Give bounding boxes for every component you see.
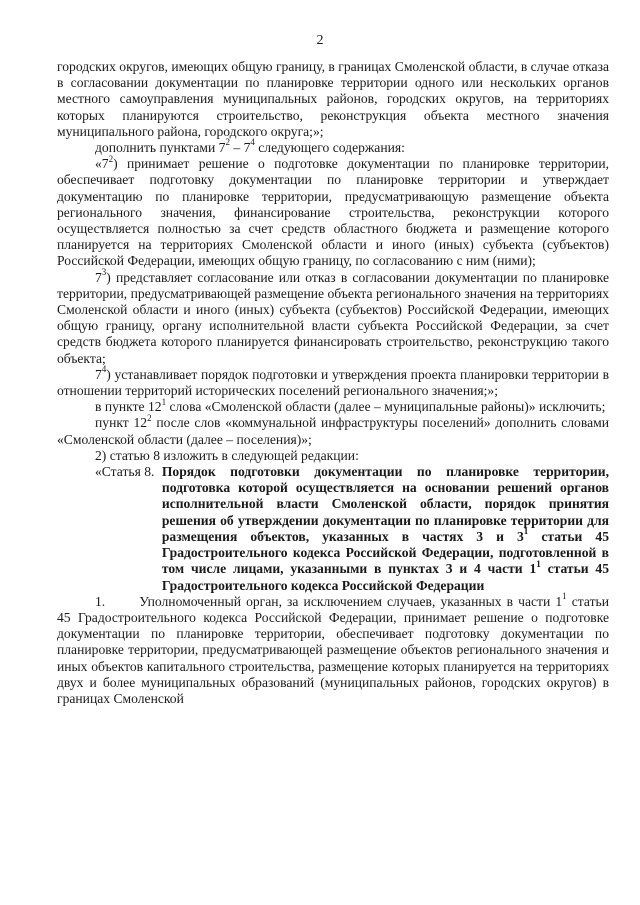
paragraph: $7^3$) представляет согласование или отказ в согласовании документации по планировке территории, предусматривающей размещение объекта регионального значения на территориях Смоленской области и иного (иных) субъекта (субъектов) Российской Федерации, имеющих общую границу, органу исполнительной власти субъекта Российской Федерации, за счет средств бюджета которого планируется финансировать строительство, реконструкцию такого объекта; [57, 267, 609, 366]
paragraph: 2) статью 8 изложить в следующей редакции: [95, 447, 359, 463]
paragraph: в пункте $12^1$ слова «Смоленской области (далее – муниципальные районы)» исключить; [95, 396, 606, 415]
page-number: 2 [316, 33, 324, 48]
paragraph: «$7^2$) принимает решение о подготовке документации по планировке территории, обеспечивает подготовку документации по планировке территории и утверждает документацию по планировке территории, предусматривающую размещение объекта регионального значения, финансирование строительства, реконструкции которого осуществляется полностью за счет средств областного бюджета и размещение которого планируется на территориях Смоленской области и иного (иных) субъекта (субъектов) Российской Федерации, имеющих общую границу, по согласованию с ним (ними); [57, 153, 609, 269]
paragraph: дополнить пунктами $7^2 - 7^4$ следующего содержания: [95, 137, 405, 156]
article-title: Порядок подготовки документации по планировке территории, подготовка которой осуществляется на основании решений органов исполнительной власти Смоленской области, порядок принятия решения об утверждении документации по планировке территории для размещения объектов, указанных в частях 3 и $3^1$ статьи 45 Градостроительного кодекса Российской Федерации, подготовленной в том числе лицами, указанными в пунктах 3 и 4 части $1^1$ статьи 45 Градостроительного кодекса Российской Федерации [161, 464, 609, 593]
paragraph: $7^4$) устанавливает порядок подготовки и утверждения проекта планировки территории в отношении территорий исторических поселений регионального значения;»; [57, 364, 609, 399]
paragraph: пункт $12^2$ после слов «коммунальной инфраструктуры поселений» дополнить словами «Смоленской области (далее – поселения)»; [57, 412, 609, 447]
article-heading [57, 464, 609, 594]
document-body [57, 59, 609, 707]
clause-number: 1. [95, 593, 106, 609]
article-label: «Статья 8. [95, 464, 158, 480]
article-clause: 1. Уполномоченный орган, за исключением случаев, указанных в части $1^1$ статьи 45 Градостроительного кодекса Российской Федерации, принимает решение о подготовке документации по планировке территории, обеспечивает подготовку документации по планировке территории, предусматривающей размещение объектов регионального значения и иных объектов капитального строительства, размещение которых планируется на территориях двух и более муниципальных образований (муниципальных районов, городских округов) в границах Смоленской [57, 591, 609, 706]
paragraph: городских округов, имеющих общую границу, в границах Смоленской области, в случае отказа в согласовании документации по планировке территории одного или нескольких органов местного самоуправления муниципальных районов, городских округов, на территориях которых планируются строительство, реконструкция объекта местного значения муниципального района, городского округа;»; [57, 59, 609, 139]
